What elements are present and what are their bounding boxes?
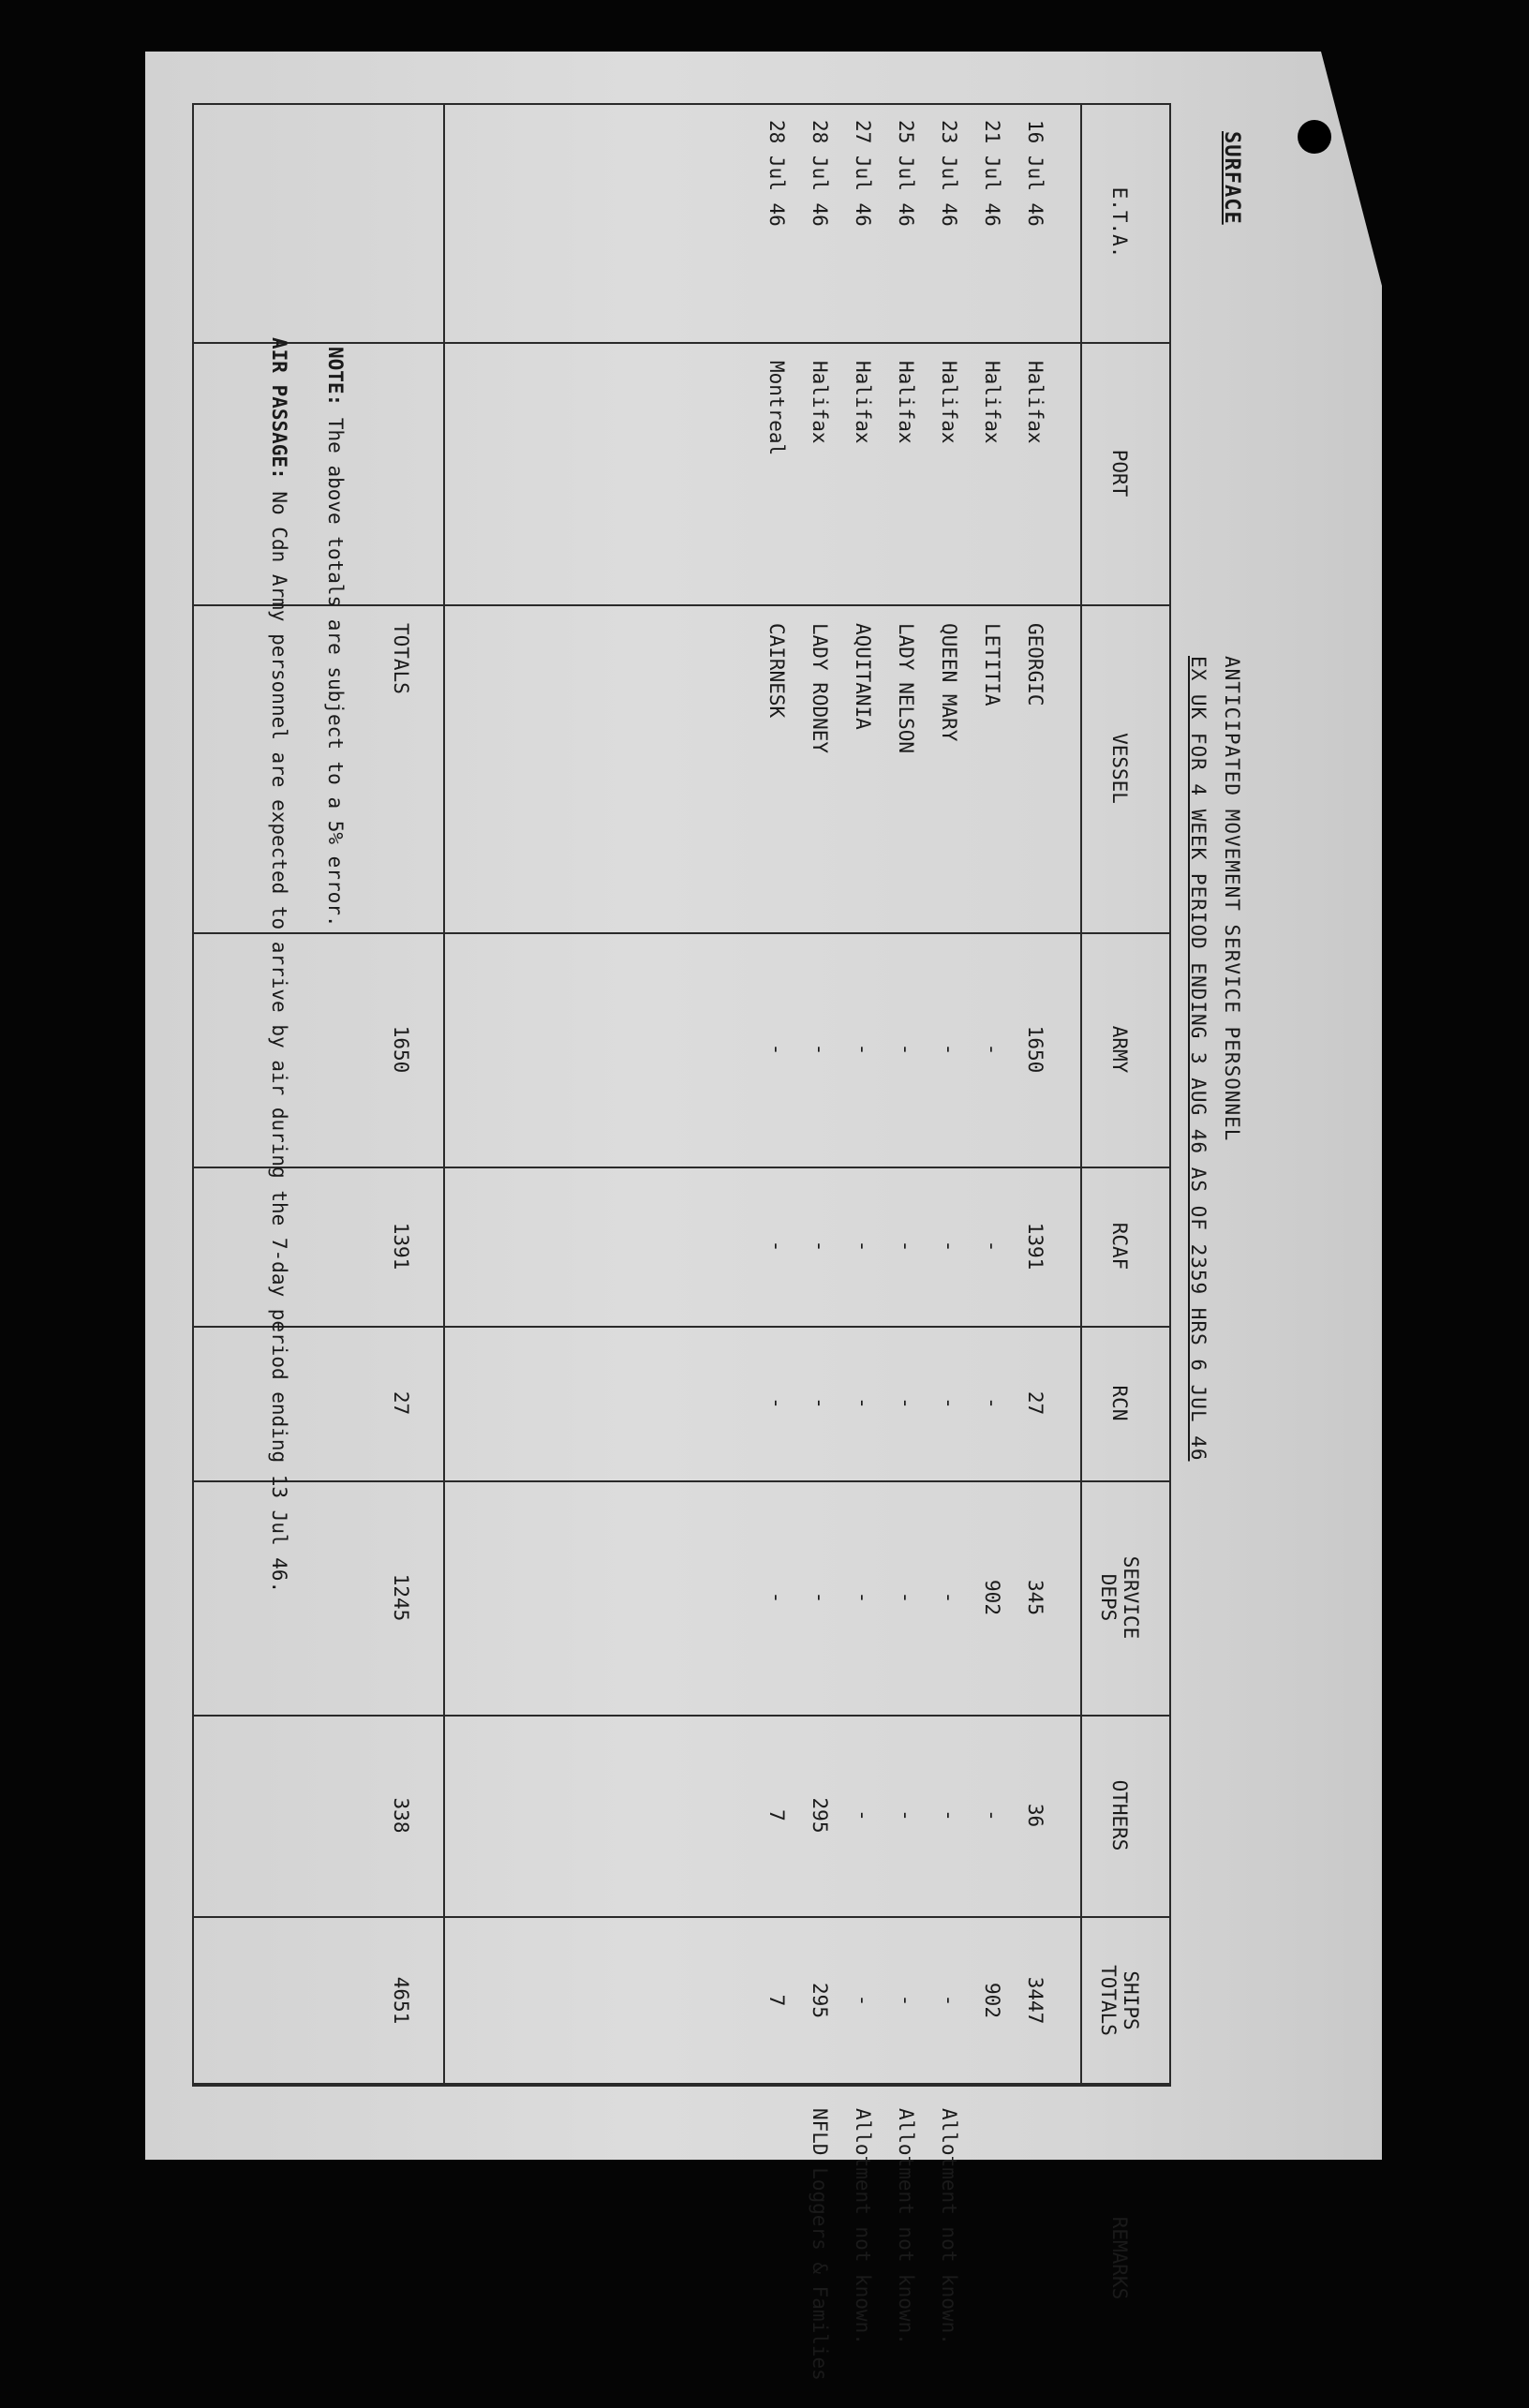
army-cell: - <box>938 1043 960 1056</box>
note-label: NOTE: <box>324 347 347 407</box>
deps-cell: 902 <box>981 1580 1003 1615</box>
rcn-cell: - <box>938 1397 960 1409</box>
eta-cell: 21 Jul 46 <box>981 120 1003 227</box>
note-text: The above totals are subject to a 5% error. <box>324 417 347 928</box>
total-army: 1650 <box>390 1025 412 1074</box>
rcn-cell: - <box>852 1397 874 1409</box>
column-header: E.T.A. <box>1108 186 1131 259</box>
rcaf-cell: - <box>809 1240 831 1253</box>
document-subtitle: EX UK FOR 4 WEEK PERIOD ENDING 3 AUG 46 AS OF 2359 HRS 6 JUL 46 <box>1187 656 1210 1462</box>
deps-cell: 345 <box>1024 1580 1047 1615</box>
army-cell: 1650 <box>1024 1025 1047 1074</box>
total-rcn: 27 <box>390 1390 412 1416</box>
port-cell: Halifax <box>809 361 831 444</box>
remarks-cell: NFLD Loggers & Families <box>809 2108 831 2381</box>
army-cell: - <box>981 1043 1003 1056</box>
totals-cell: 295 <box>809 1983 831 2018</box>
eta-cell: 16 Jul 46 <box>1024 120 1047 227</box>
rcn-cell: - <box>981 1397 1003 1409</box>
totals-cell: 3447 <box>1024 1976 1047 2025</box>
rcn-cell: - <box>809 1397 831 1409</box>
others-cell: 295 <box>809 1797 831 1834</box>
rcaf-cell: - <box>765 1240 788 1253</box>
column-header: RCAF <box>1108 1222 1131 1271</box>
totals-cell: 902 <box>981 1983 1003 2018</box>
rcn-cell: 27 <box>1024 1390 1047 1416</box>
port-cell: Halifax <box>895 361 917 444</box>
air-passage-label: AIR PASSAGE: <box>268 337 290 480</box>
rcn-cell: - <box>895 1397 917 1409</box>
column-header: REMARKS <box>1108 2216 1131 2300</box>
others-cell: - <box>852 1809 874 1821</box>
vessel-cell: LADY RODNEY <box>809 623 831 754</box>
totals-cell: - <box>938 1994 960 2007</box>
eta-cell: 28 Jul 46 <box>809 120 831 227</box>
vessel-cell: GEORGIC <box>1024 623 1047 706</box>
column-header: SERVICE DEPS <box>1097 1555 1142 1640</box>
column-header: RCN <box>1108 1385 1131 1421</box>
army-cell: - <box>765 1043 788 1056</box>
column-header: ARMY <box>1108 1025 1131 1074</box>
port-cell: Montreal <box>765 361 788 456</box>
rotated-page <box>173 94 1269 2381</box>
rcaf-cell: - <box>852 1240 874 1253</box>
eta-cell: 25 Jul 46 <box>895 120 917 227</box>
others-cell: 7 <box>765 1809 788 1821</box>
column-header: PORT <box>1108 449 1131 498</box>
total-totals: 4651 <box>390 1976 412 2025</box>
deps-cell: - <box>765 1591 788 1604</box>
rcn-cell: - <box>765 1397 788 1409</box>
totals-cell: - <box>895 1994 917 2007</box>
vessel-cell: QUEEN MARY <box>938 623 960 742</box>
deps-cell: - <box>809 1591 831 1604</box>
section-label: SURFACE <box>1220 131 1243 225</box>
row-divider <box>1080 103 1082 2085</box>
port-cell: Halifax <box>981 361 1003 444</box>
column-header: OTHERS <box>1108 1779 1131 1851</box>
column-divider <box>192 342 1171 344</box>
remarks-cell: Allotment not known. <box>852 2108 874 2345</box>
rcaf-cell: - <box>895 1240 917 1253</box>
air-passage-text: No Cdn Army personnel are expected to arrive by air during the 7-day period ending 13 Jul 46. <box>268 491 290 1594</box>
army-cell: - <box>809 1043 831 1056</box>
column-header: SHIPS TOTALS <box>1097 1965 1142 2036</box>
air-passage <box>268 337 290 1593</box>
port-cell: Halifax <box>938 361 960 444</box>
total-deps: 1245 <box>390 1573 412 1622</box>
others-cell: - <box>938 1809 960 1821</box>
column-header: VESSEL <box>1108 733 1131 804</box>
rcaf-cell: 1391 <box>1024 1222 1047 1271</box>
remarks-cell: Allotment not known. <box>895 2108 917 2345</box>
total-others: 338 <box>390 1797 412 1834</box>
deps-cell: - <box>895 1591 917 1604</box>
row-divider <box>443 103 445 2085</box>
totals-label: TOTALS <box>390 623 412 694</box>
vessel-cell: LETITIA <box>981 623 1003 706</box>
others-cell: - <box>895 1809 917 1821</box>
port-cell: Halifax <box>1024 361 1047 444</box>
document-title: ANTICIPATED MOVEMENT SERVICE PERSONNEL <box>1221 656 1243 1142</box>
deps-cell: - <box>852 1591 874 1604</box>
rcaf-cell: - <box>981 1240 1003 1253</box>
total-rcaf: 1391 <box>390 1222 412 1271</box>
others-cell: 36 <box>1024 1803 1047 1828</box>
punch-hole <box>1298 120 1331 154</box>
totals-cell: - <box>852 1994 874 2007</box>
eta-cell: 28 Jul 46 <box>765 120 788 227</box>
eta-cell: 27 Jul 46 <box>852 120 874 227</box>
eta-cell: 23 Jul 46 <box>938 120 960 227</box>
column-divider <box>192 2085 1171 2087</box>
vessel-cell: LADY NELSON <box>895 623 917 754</box>
remarks-cell: Allotment not known. <box>938 2108 960 2345</box>
others-cell: - <box>981 1809 1003 1821</box>
army-cell: - <box>852 1043 874 1056</box>
army-cell: - <box>895 1043 917 1056</box>
note <box>324 347 347 928</box>
rcaf-cell: - <box>938 1240 960 1253</box>
port-cell: Halifax <box>852 361 874 444</box>
deps-cell: - <box>938 1591 960 1604</box>
vessel-cell: CAIRNESK <box>765 623 788 719</box>
vessel-cell: AQUITANIA <box>852 623 874 730</box>
totals-cell: 7 <box>765 1994 788 2007</box>
